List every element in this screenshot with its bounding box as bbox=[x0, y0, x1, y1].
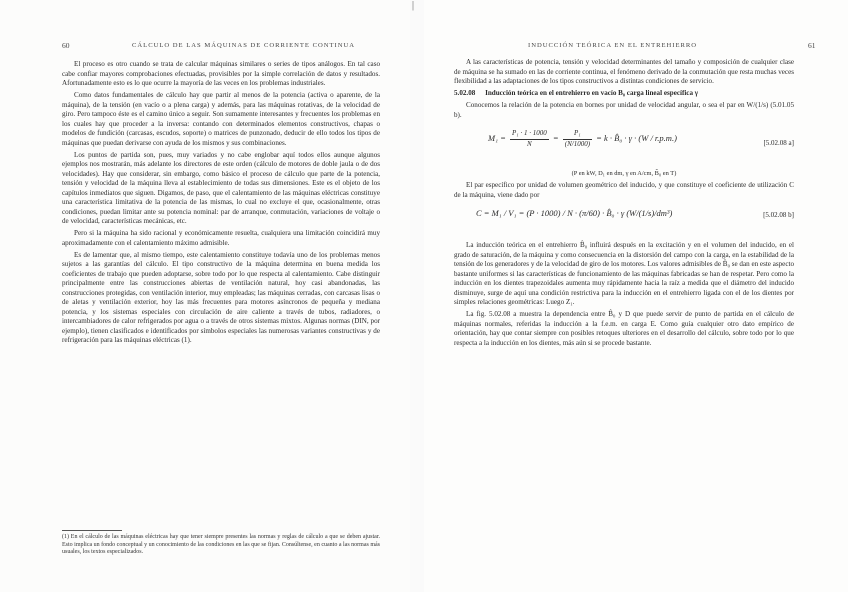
para-mid: El par específico por unidad de volumen geométrico del inducido, y que constituye el coeficiente de utilización C de la máquina, viene dado por bbox=[454, 181, 794, 199]
eq1-fraction-2 bbox=[563, 129, 592, 149]
left-paragraph-5: Es de lamentar que, al mismo tiempo, este calentamiento constituye todavía uno de los problemas menos sujetos a las garantías del cálculo. El tipo constructivo de la máquina determina en buena medida los coeficientes de trabajo que pueden adoptarse, sobre todo por lo que respecta al calentamiento. Cabe distinguir principalmente entre las construcciones abiertas de ventilación natural, hoy casi abandonadas, las construcciones protegidas, con ventilación interior, muy empleadas; las máquinas cerradas, con carcasas lisas o de aletas y ventilación exterior, hoy las más frecuentes para motores asíncronos de pequeña y mediana potencia, y los sistemas especiales con circulación de aire caliente a través de tubos, radiadores, o intercambiadores de calor refrigerados por agua o a través de otros sistemas mixtos. Algunas normas (DIN, por ejemplo), tienen clasificados e identificados por símbolos especiales las numerosas variantes constructivas y de refrigeración para las máquinas eléctricas (1). bbox=[62, 250, 380, 344]
left-page bbox=[0, 0, 410, 592]
eq1-fraction-1 bbox=[510, 129, 549, 149]
section-title: Inducción teórica en el entrehierro en vacío B₀ carga lineal específica γ bbox=[485, 89, 699, 97]
section-number: 5.02.08 bbox=[454, 89, 476, 97]
left-paragraph-2: Como datos fundamentales de cálculo hay que partir al menos de la potencia (activa o aparente, de la máquina), de la tensión (en vacío o a plena carga) y además, para las máquinas rotativas, de la velocidad de giro. Pero tampoco éste es el camino único a seguir. Son sumamente interesantes y frecuentes los problemas en los cuales hay que proceder a la inversa: contando con determinados elementos constructivos, chapas o modelos de fundición (carcasas, escudos, soporte) o matrices de punzonado, deducir de ello todos los tipos de máquinas que puedan derivarse con ayuda de los mismos y sus combinaciones. bbox=[62, 91, 380, 147]
eq1-number: [5.02.08 a] bbox=[763, 139, 794, 147]
eq2-tail: (P · 1000) / N · (π/60) · B̂₀ · γ (W/(1/s)/dm³) bbox=[526, 208, 673, 218]
right-page-number: 61 bbox=[808, 41, 816, 50]
left-paragraph-3: Los puntos de partida son, pues, muy variados y no cabe englobar aquí todos ellos aunque algunos ejemplos nos mostrarán, más adelante los directores de este orden (cálculo de motores de doble jaula o de dos velocidades). Hay que considerar, sin embargo, como básico el proceso de cálculo que parte de la potencia, tensión y velocidad de la máquina lleva al establecimiento de todas sus dimensiones. Este es el objeto de los capítulos inmediatos que siguen. Digamos, de paso, que el calentamiento de las máquinas eléctricas constituye una característica limitativa de la potencia de las mismas, lo cual no excluye el que, ocasionalmente, otras condiciones, puedan limitar ante su potencia nominal: par de arranque, conmutación, variaciones de voltaje o de velocidad, características mecánicas, etc. bbox=[62, 150, 380, 225]
book-gutter bbox=[410, 0, 424, 592]
para-before-eq1: Conocemos la relación de la potencia en bornes por unidad de velocidad angular, o sea el par en W/(1/s) (5.01.05 b). bbox=[454, 101, 794, 119]
equation-1-body: M₁ = $\frac{\text{P₁ · 1 · 1000}}{N}$ = $\frac{\text{P₁}}{(N/1000)}$ = k · B̂₀ · γ · (W / r.p.m.) bbox=[488, 129, 677, 148]
equation-1 bbox=[454, 123, 794, 167]
eq1-units-note: (P en kW, D₁ en dm, γ en A/cm, B̂₀ en T) bbox=[571, 170, 677, 177]
equation-2 bbox=[454, 203, 794, 239]
left-footnote: (1) En el cálculo de las máquinas eléctricas hay que tener siempre presentes las normas y reglas de cálculo a que se deben ajustar. Esto implica un fondo conceptual y un conocimiento de las condiciones en las que se fijan. Consúltense, en cuanto a las normas más usuales, los textos especializados. bbox=[62, 534, 380, 556]
eq2-number: [5.02.08 b] bbox=[763, 211, 794, 219]
eq1-frac2-denominator: (N/1000) bbox=[564, 139, 591, 148]
eq1-frac1-numerator: P₁ · 1 · 1000 bbox=[510, 129, 549, 140]
right-intro: A las características de potencia, tensión y velocidad determinantes del tamaño y composición de cualquier clase de máquina se ha sumado en las de corriente continua, el fenómeno derivado de la conmutación que resta muchas veces flexibilidad a las adaptaciones de los tipos constructivos a distintas condiciones de servicio. bbox=[454, 58, 794, 85]
footnote-rule bbox=[62, 530, 122, 531]
right-page bbox=[424, 0, 848, 592]
left-page-number: 60 bbox=[62, 41, 70, 50]
eq1-tail: = k · B̂₀ · γ · (W / r.p.m.) bbox=[596, 132, 677, 143]
right-paragraph-1: La inducción teórica en el entrehierro B̂₀ influirá después en la excitación y en el volumen del inducido, en el grado de saturación, de la máquina y como consecuencia en la distorsión del campo con la carga, en la estabilidad de la tensión de los generadores y de la velocidad de giro de los motores. Los valores admisibles de B̂₀ se dan en este aspecto bastante uniformes si las características de funcionamiento de las máquinas fabricadas se han de respetar. Pero como la inducción en los dientes trapezoidales aumenta muy rápidamente hacia la raíz a medida que el diámetro del inducido disminuye, surge de aquí una condición restrictiva para la inducción en el entrehierro ligada con el de los dientes por simples relaciones geométricas: Luego Z₁. bbox=[454, 241, 794, 306]
left-body-text bbox=[62, 60, 380, 348]
eq1-label: M₁ = bbox=[488, 132, 506, 143]
left-paragraph-4: Pero si la máquina ha sido racional y económicamente resuelta, cualquiera una limitación coincidirá muy aproximadamente con el calentamiento máximo admisible. bbox=[62, 229, 380, 247]
right-body-text bbox=[454, 58, 794, 351]
left-running-head: CÁLCULO DE LAS MÁQUINAS DE CORRIENTE CONTINUA bbox=[132, 42, 356, 49]
section-heading bbox=[454, 89, 794, 99]
right-running-head: INDUCCIÓN TEÓRICA EN EL ENTREHIERRO bbox=[528, 42, 698, 49]
eq2-label: C = M₁ / V₁ = bbox=[476, 208, 525, 218]
gutter-mark: | bbox=[412, 0, 415, 11]
equation-2-body bbox=[476, 209, 672, 219]
right-paragraph-2: La fig. 5.02.08 a muestra la dependencia entre B̂₀ y D que puede servir de punto de partida en el cálculo de máquinas normales, referidas la inducción a la f.e.m. en carga E. Como guía cualquier otro dato empírico de orientación, hay que contar siempre con posibles retoques ulteriores en el desarrollo del cálculo, sobre todo por lo que respecta a la inducción en los dientes, más aún si se procede bastante. bbox=[454, 310, 794, 347]
left-paragraph-1: El proceso es otro cuando se trata de calcular máquinas similares o series de tipos análogos. En tal caso cabe confiar mayores comprobaciones efectuadas, provisibles por la simple correlación de datos y resultados. Afortunadamente esto es lo que ocurre la mayoría de las veces en los problemas industriales. bbox=[62, 60, 380, 87]
eq1-frac1-denominator: N bbox=[527, 139, 532, 148]
eq1-frac2-numerator: P₁ bbox=[563, 129, 592, 140]
